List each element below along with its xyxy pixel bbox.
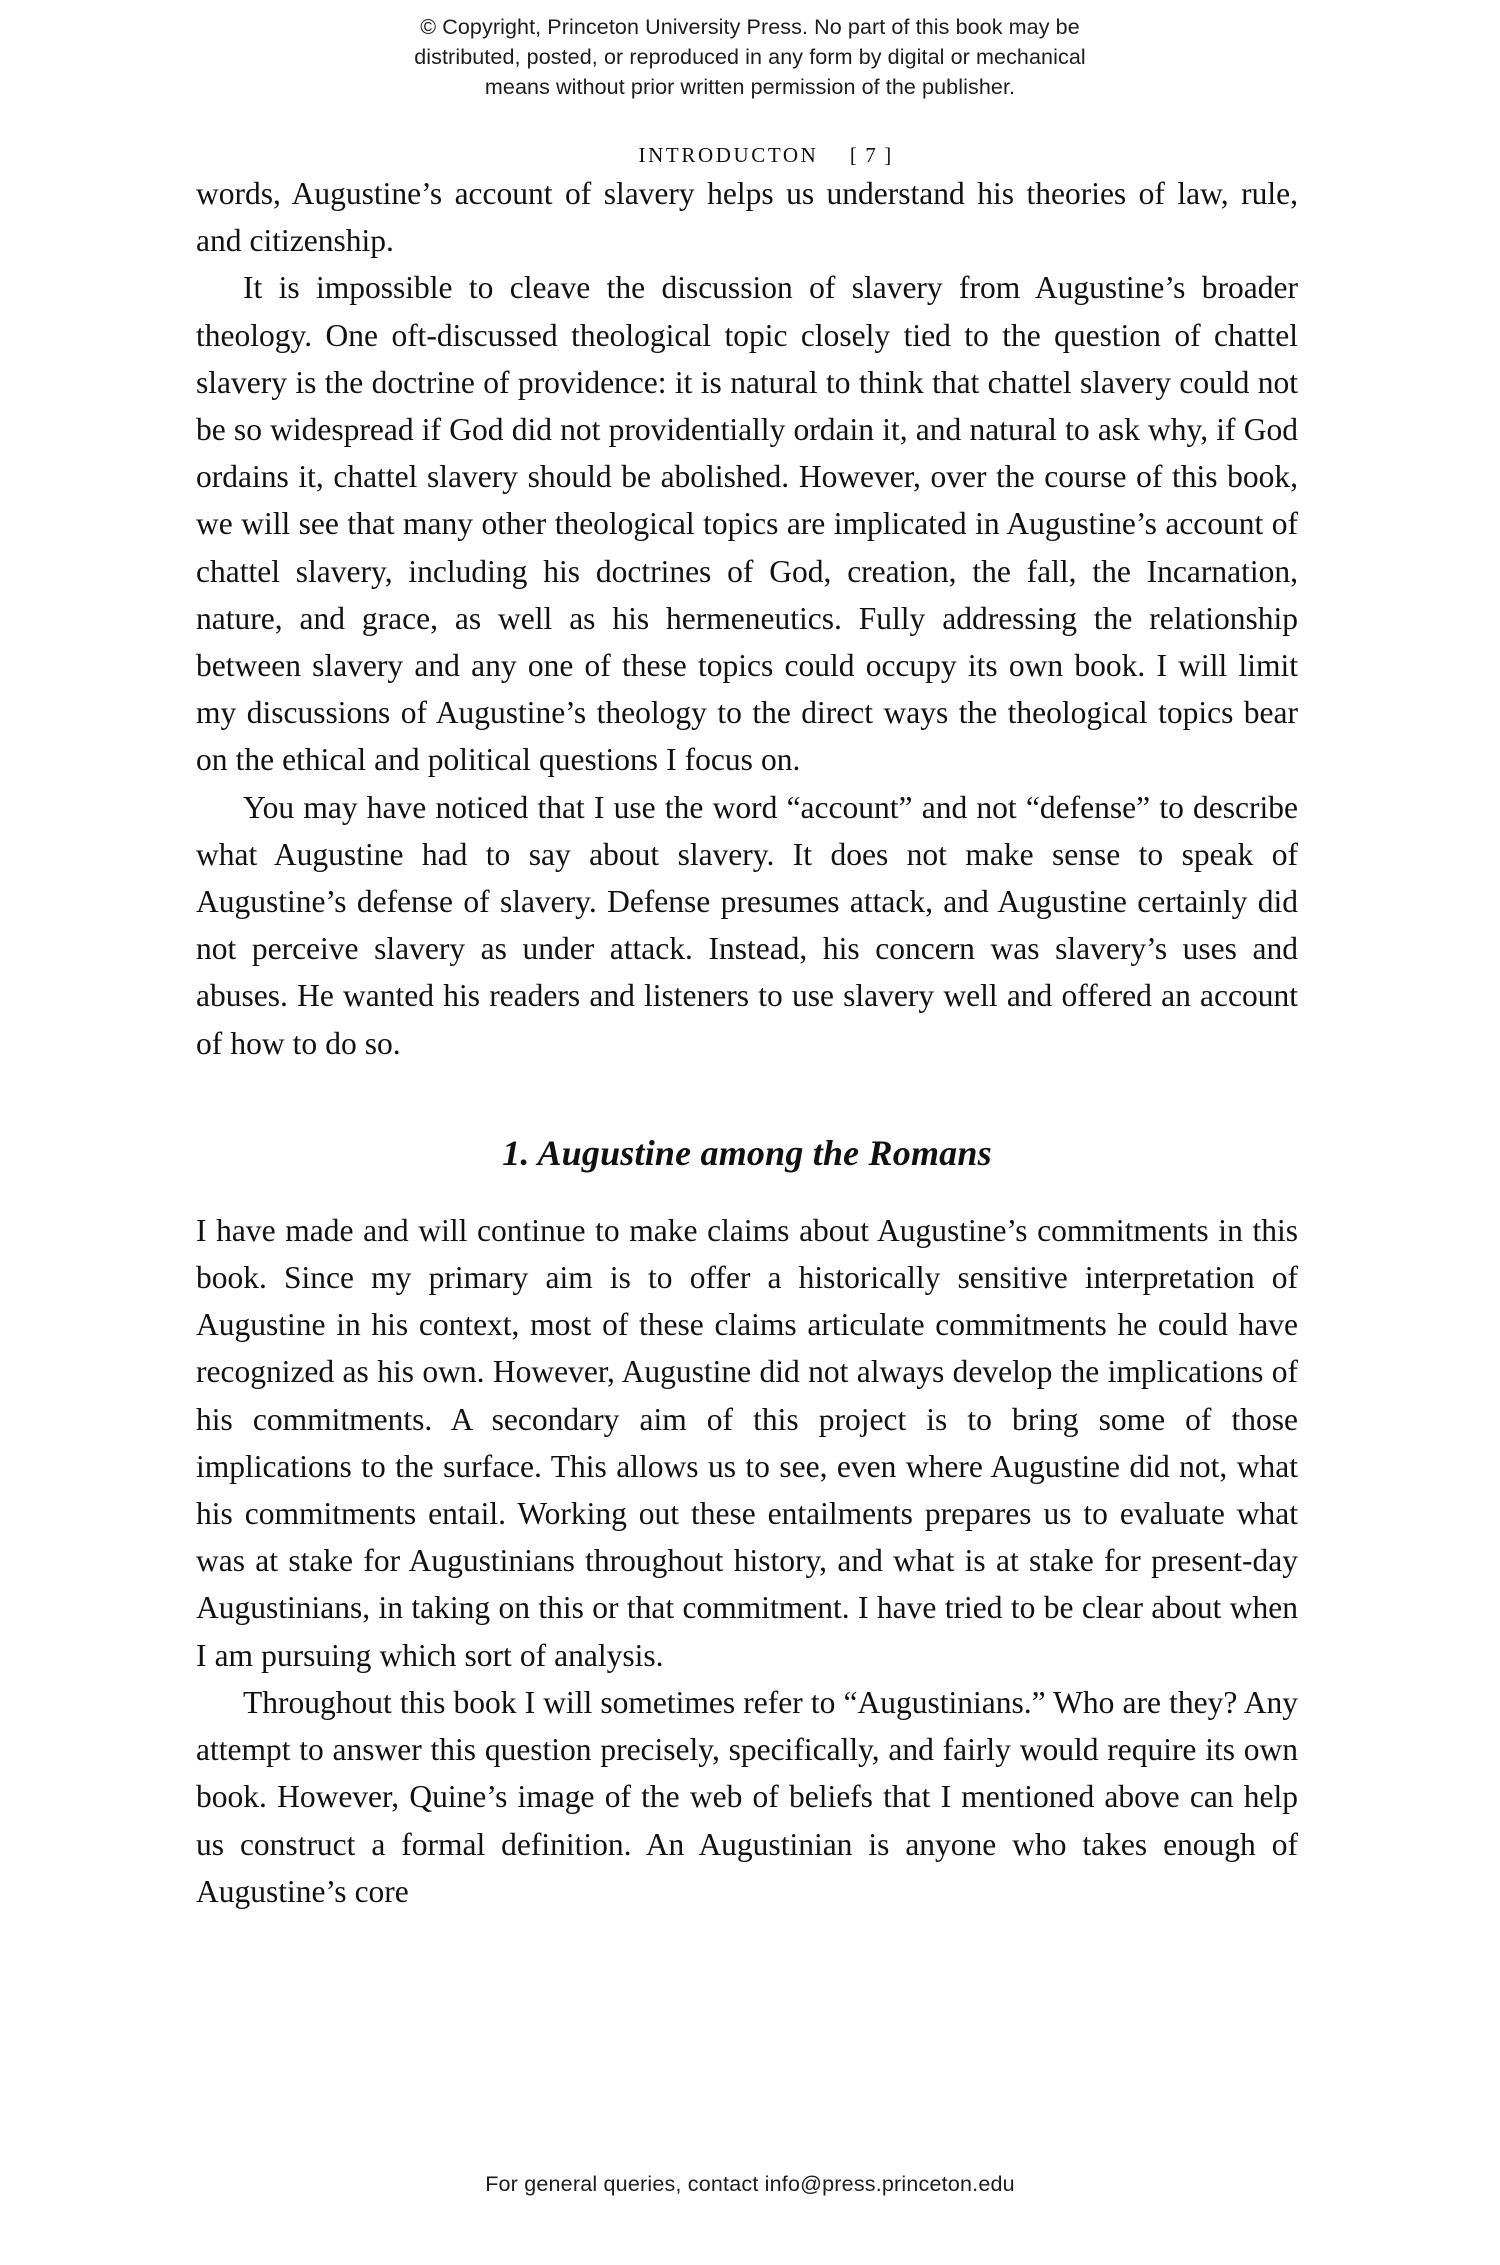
paragraph-words-augustine: words, Augustine’s account of slavery helps us understand his theories of law, rule, and citizenship. (196, 176, 1298, 259)
paragraph-account-not-defense: You may have noticed that I use the word “account” and not “defense” to describe what Augustine had to say about slavery. It does not make sense to speak of Augustine’s defense of slavery. Defense presumes attack, and Augustine certainly did not perceive slavery as under attack. Instead, his concern was slavery’s uses and abuses. He wanted his readers and listeners to use slavery well and offered an account of how to do so. (196, 789, 1298, 1061)
copyright-line-3: means without prior written permission of the publisher. (484, 75, 1016, 99)
copyright-line-1: © Copyright, Princeton University Press. No part of this book may be (420, 15, 1080, 39)
section-heading: 1. Augustine among the Romans (502, 1132, 992, 1173)
running-head-title: INTRODUCTON (638, 143, 819, 167)
paragraph-impossible-cleave: It is impossible to cleave the discussion of slavery from Augustine’s broader theology. One oft-discussed theological topic closely tied to the question of chattel slavery is the doctrine of providence: it is natural to think that chattel slavery could not be so widespread if God did not providentially ordain it, and natural to ask why, if God ordains it, chattel slavery should be abolished. However, over the course of this book, we will see that many other theological topics are implicated in Augustine’s account of chattel slavery, including his doctrines of God, creation, the fall, the Incarnation, nature, and grace, as well as his hermeneutics. Fully addressing the relationship between slavery and any one of these topics could occupy its own book. I will limit my discussions of Augustine’s theology to the direct ways the theological topics bear on the ethical and political questions I focus on. (196, 270, 1298, 778)
paragraph-claims-commitments: I have made and will continue to make claims about Augustine’s commitments in this book. Since my primary aim is to offer a historically sensitive interpretation of Augustine in his context, most of these claims articulate commitments he could have recognized as his own. However, Augustine did not always develop the implications of his commitments. A secondary aim of this project is to bring some of those implications to the surface. This allows us to see, even where Augustine did not, what his commitments entail. Working out these entailments prepares us to evaluate what was at stake for Augustinians throughout history, and what is at stake for present-day Augustinians, in taking on this or that commitment. I have tried to be clear about when I am pursuing which sort of analysis. (196, 1212, 1298, 1673)
copyright-line-2: distributed, posted, or reproduced in any form by digital or mechanical (414, 45, 1086, 69)
paragraph-augustinians-who: Throughout this book I will sometimes refer to “Augustinians.” Who are they? Any attempt to answer this question precisely, specifically, and fairly would require its own book. However, Quine’s image of the web of beliefs that I mentioned above can help us construct a formal definition. An Augustinian is anyone who takes enough of Augustine’s core (196, 1684, 1298, 1909)
text-column (196, 170, 1298, 1915)
copyright-notice (0, 12, 1500, 102)
page-footer: For general queries, contact info@press.princeton.edu (485, 2172, 1015, 2196)
page-number: [ 7 ] (849, 143, 893, 167)
